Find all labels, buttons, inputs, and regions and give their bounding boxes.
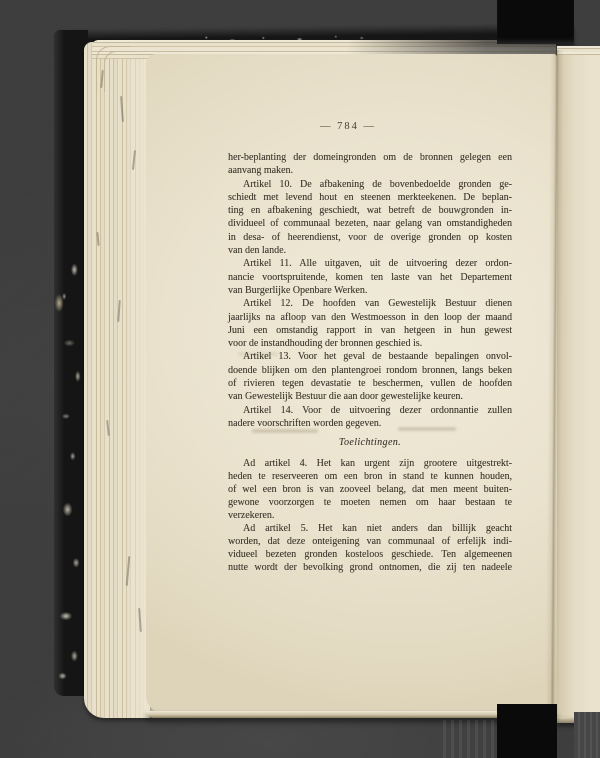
text-line: Artikel 11. Alle uitgaven, uit de uitvoering dezer ordon-: [243, 258, 512, 270]
table-reflection: [438, 720, 496, 758]
table-edge-strip: [574, 712, 600, 758]
text-line: of wel een bron is van zooveel belang, dat men meent buiten-: [228, 483, 512, 495]
right-page: [557, 46, 600, 718]
text-line: worden, dat deze onteigening van communaal of erfelijk indi-: [228, 535, 512, 547]
page-number: — 784 —: [320, 121, 376, 132]
text-line: jaarlijks na afloop van den Westmoesson in den loop der maand: [228, 311, 512, 323]
text-line: schiedt met levend hout en steenen merkteekenen. De beplan-: [228, 191, 512, 203]
text-line: nutte wordt der bevolking grond ontnomen, die zij ten nadeele: [228, 561, 512, 573]
book-cover-marbled-edge: [54, 30, 88, 696]
body-text: [228, 151, 512, 574]
text-line: her-beplanting der domeingronden om de bronnen gelegen een: [228, 152, 512, 163]
explanatory-notes-text: [228, 457, 512, 574]
text-line: gewone voorzorgen te moeten nemen om haar bestaan te: [228, 496, 512, 508]
text-line: dividueel of communaal bezeten, naar gelang van omstandigheden: [228, 218, 512, 230]
shadow-gap-bottom: [497, 704, 557, 758]
text-line: heden te reserveeren om een bron in stand te kunnen houden,: [228, 470, 512, 482]
text-line: Artikel 13. Voor het geval de bestaande bepalingen onvol-: [243, 351, 512, 363]
text-line: Ad artikel 5. Het kan niet anders dan billijk geacht: [243, 522, 512, 534]
text-line: Artikel 14. Voor de uitvoering dezer ordonnantie zullen: [243, 404, 512, 416]
text-line: van Burgerlijke Openbare Werken.: [228, 284, 368, 296]
text-line: of rivieren tegen devastatie te beschermen, vullen de hoofden: [228, 378, 512, 390]
text-line: ting en afbakening geschiedt, wat betreft de bouwgronden in-: [228, 205, 512, 217]
text-line: voor de instandhouding der bronnen geschied is.: [228, 338, 423, 350]
text-line: vidueel bezeten gronden kosteloos geschiede. Ten algemeenen: [228, 548, 512, 560]
text-line: in desa- of heerendienst, voor de overige gronden op kosten: [228, 231, 512, 243]
ordinance-articles-text: [228, 151, 512, 430]
text-line: Artikel 10. De afbakening de bovenbedoelde gronden ge-: [243, 178, 512, 190]
page-corner-arc: [104, 51, 135, 92]
text-line: van Gewestelijk Bestuur die aan door gewestelijke keuren.: [228, 391, 463, 403]
text-line: Ad artikel 4. Het kan urgent zijn grootere uitgestrekt-: [243, 457, 512, 469]
text-line: verzekeren.: [228, 509, 275, 521]
text-line: Juni een omstandig rapport in van hetgeen in hun gewest: [228, 324, 512, 336]
shadow-gap-top: [497, 0, 574, 44]
text-line: Artikel 12. De hoofden van Gewestelijk Bestuur dienen: [243, 298, 512, 310]
section-heading: Toelichtingen.: [338, 437, 402, 449]
text-line: nadere voorschriften worden gegeven.: [228, 417, 382, 429]
text-line: doende blijken om den plantengroei rondom bronnen, langs beken: [228, 364, 512, 376]
text-line: aanvang maken.: [228, 165, 293, 177]
text-line: van den lande.: [228, 245, 287, 257]
text-line: nancie voortspruitende, komen ten laste van het Departement: [228, 271, 512, 283]
